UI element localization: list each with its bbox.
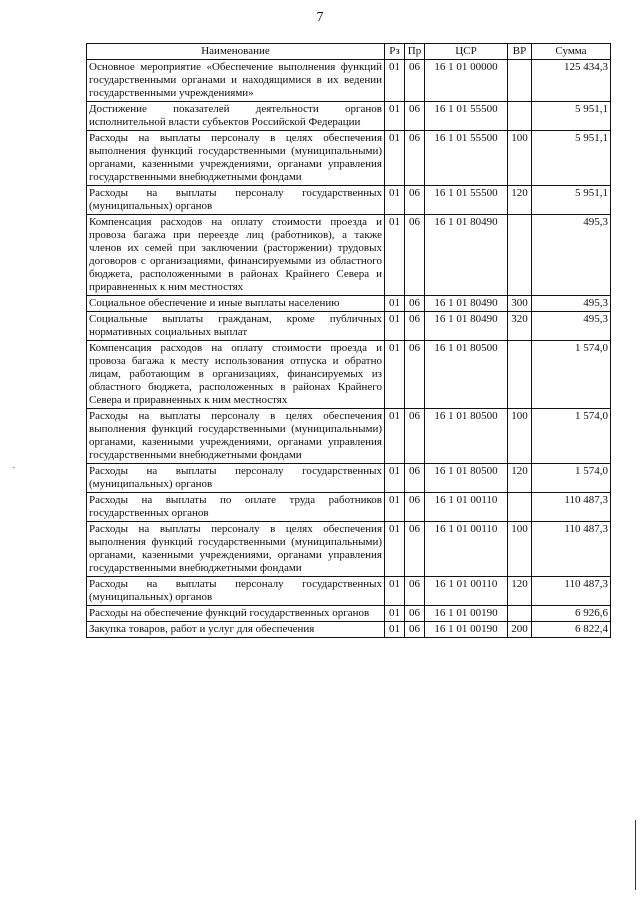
- header-rz: Рз: [385, 44, 405, 60]
- cell-rz: 01: [385, 312, 405, 341]
- cell-rz: 01: [385, 522, 405, 577]
- cell-csr: 16 1 01 80490: [425, 215, 508, 296]
- cell-csr: 16 1 01 80490: [425, 312, 508, 341]
- header-pr: Пр: [405, 44, 425, 60]
- cell-csr: 16 1 01 80500: [425, 464, 508, 493]
- table-row: [87, 312, 611, 341]
- cell-sum: 5 951,1: [532, 102, 611, 131]
- table-row: [87, 60, 611, 102]
- cell-vr: [508, 102, 532, 131]
- cell-name: Расходы на выплаты персоналу в целях обеспечения выполнения функций государственными (муниципальными) органами, казенными учреждениями, органами управления государственными внебюджетными фондами: [87, 409, 385, 464]
- cell-vr: 300: [508, 296, 532, 312]
- cell-pr: 06: [405, 341, 425, 409]
- header-vr: ВР: [508, 44, 532, 60]
- header-csr: ЦСР: [425, 44, 508, 60]
- cell-csr: 16 1 01 80500: [425, 341, 508, 409]
- cell-rz: 01: [385, 186, 405, 215]
- cell-name: Социальные выплаты гражданам, кроме публичных нормативных социальных выплат: [87, 312, 385, 341]
- cell-pr: 06: [405, 622, 425, 638]
- cell-vr: [508, 215, 532, 296]
- cell-name: Компенсация расходов на оплату стоимости проезда и провоза багажа при переезде лиц (работников), а также членов их семей при заключении (расторжении) трудовых договоров с организациями, финансируемыми из областного бюджета, расположенными в районах Крайнего Севера и приравненных к ним местностях: [87, 215, 385, 296]
- cell-csr: 16 1 01 00190: [425, 606, 508, 622]
- scan-edge-line: [635, 820, 636, 890]
- cell-vr: [508, 60, 532, 102]
- cell-csr: 16 1 01 00110: [425, 577, 508, 606]
- cell-name: Расходы на выплаты персоналу государственных (муниципальных) органов: [87, 464, 385, 493]
- cell-sum: 495,3: [532, 312, 611, 341]
- table-row: [87, 606, 611, 622]
- table-row: [87, 102, 611, 131]
- table-row: [87, 131, 611, 186]
- table-header-row: [87, 44, 611, 60]
- cell-rz: 01: [385, 409, 405, 464]
- cell-sum: 1 574,0: [532, 464, 611, 493]
- budget-table: [86, 43, 611, 638]
- cell-name: Расходы на обеспечение функций государственных органов: [87, 606, 385, 622]
- cell-pr: 06: [405, 522, 425, 577]
- cell-pr: 06: [405, 131, 425, 186]
- cell-csr: 16 1 01 55500: [425, 102, 508, 131]
- cell-csr: 16 1 01 80490: [425, 296, 508, 312]
- cell-rz: 01: [385, 577, 405, 606]
- cell-rz: 01: [385, 341, 405, 409]
- cell-sum: 125 434,3: [532, 60, 611, 102]
- cell-csr: 16 1 01 55500: [425, 131, 508, 186]
- table-row: [87, 215, 611, 296]
- cell-pr: 06: [405, 409, 425, 464]
- cell-sum: 110 487,3: [532, 522, 611, 577]
- cell-vr: 100: [508, 131, 532, 186]
- cell-pr: 06: [405, 215, 425, 296]
- cell-vr: [508, 341, 532, 409]
- cell-vr: 320: [508, 312, 532, 341]
- cell-csr: 16 1 01 00110: [425, 522, 508, 577]
- table-row: [87, 296, 611, 312]
- cell-pr: 06: [405, 493, 425, 522]
- cell-name: Компенсация расходов на оплату стоимости проезда и провоза багажа к месту использования отпуска и обратно лицам, работающим в организациях, финансируемых из областного бюджета, расположенных в районах Крайнего Севера и приравненных к ним местностях: [87, 341, 385, 409]
- header-name: Наименование: [87, 44, 385, 60]
- cell-name: Основное мероприятие «Обеспечение выполнения функций государственными органами и находящимися в их ведении государственными учреждениями»: [87, 60, 385, 102]
- cell-pr: 06: [405, 606, 425, 622]
- cell-vr: 200: [508, 622, 532, 638]
- cell-rz: 01: [385, 102, 405, 131]
- cell-pr: 06: [405, 102, 425, 131]
- cell-pr: 06: [405, 60, 425, 102]
- cell-sum: 5 951,1: [532, 131, 611, 186]
- cell-rz: 01: [385, 464, 405, 493]
- cell-pr: 06: [405, 464, 425, 493]
- cell-csr: 16 1 01 80500: [425, 409, 508, 464]
- table-row: [87, 522, 611, 577]
- cell-name: Закупка товаров, работ и услуг для обеспечения: [87, 622, 385, 638]
- cell-sum: 110 487,3: [532, 577, 611, 606]
- cell-sum: 110 487,3: [532, 493, 611, 522]
- table-row: [87, 341, 611, 409]
- cell-rz: 01: [385, 606, 405, 622]
- cell-sum: 495,3: [532, 215, 611, 296]
- cell-vr: [508, 606, 532, 622]
- cell-rz: 01: [385, 493, 405, 522]
- cell-rz: 01: [385, 215, 405, 296]
- cell-name: Социальное обеспечение и иные выплаты населению: [87, 296, 385, 312]
- cell-vr: 120: [508, 186, 532, 215]
- cell-sum: 1 574,0: [532, 409, 611, 464]
- cell-csr: 16 1 01 00190: [425, 622, 508, 638]
- cell-csr: 16 1 01 00110: [425, 493, 508, 522]
- cell-name: Расходы на выплаты персоналу государственных (муниципальных) органов: [87, 186, 385, 215]
- cell-name: Достижение показателей деятельности органов исполнительной власти субъектов Российской Федерации: [87, 102, 385, 131]
- cell-pr: 06: [405, 312, 425, 341]
- cell-rz: 01: [385, 622, 405, 638]
- margin-mark: ·: [12, 462, 16, 474]
- cell-rz: 01: [385, 131, 405, 186]
- cell-sum: 6 926,6: [532, 606, 611, 622]
- cell-name: Расходы на выплаты по оплате труда работников государственных органов: [87, 493, 385, 522]
- table-row: [87, 186, 611, 215]
- cell-vr: 120: [508, 577, 532, 606]
- table-row: [87, 622, 611, 638]
- cell-csr: 16 1 01 00000: [425, 60, 508, 102]
- cell-sum: 1 574,0: [532, 341, 611, 409]
- cell-name: Расходы на выплаты персоналу государственных (муниципальных) органов: [87, 577, 385, 606]
- cell-sum: 5 951,1: [532, 186, 611, 215]
- table-row: [87, 493, 611, 522]
- header-sum: Сумма: [532, 44, 611, 60]
- cell-vr: 100: [508, 409, 532, 464]
- table-row: [87, 577, 611, 606]
- table-row: [87, 464, 611, 493]
- table-row: [87, 409, 611, 464]
- page-number: 7: [316, 10, 324, 25]
- cell-sum: 495,3: [532, 296, 611, 312]
- cell-name: Расходы на выплаты персоналу в целях обеспечения выполнения функций государственными (муниципальными) органами, казенными учреждениями, органами управления государственными внебюджетными фондами: [87, 131, 385, 186]
- cell-vr: 120: [508, 464, 532, 493]
- cell-rz: 01: [385, 296, 405, 312]
- cell-csr: 16 1 01 55500: [425, 186, 508, 215]
- cell-vr: [508, 493, 532, 522]
- cell-pr: 06: [405, 577, 425, 606]
- cell-name: Расходы на выплаты персоналу в целях обеспечения выполнения функций государственными (муниципальными) органами, казенными учреждениями, органами управления государственными внебюджетными фондами: [87, 522, 385, 577]
- cell-pr: 06: [405, 296, 425, 312]
- cell-pr: 06: [405, 186, 425, 215]
- cell-sum: 6 822,4: [532, 622, 611, 638]
- cell-vr: 100: [508, 522, 532, 577]
- cell-rz: 01: [385, 60, 405, 102]
